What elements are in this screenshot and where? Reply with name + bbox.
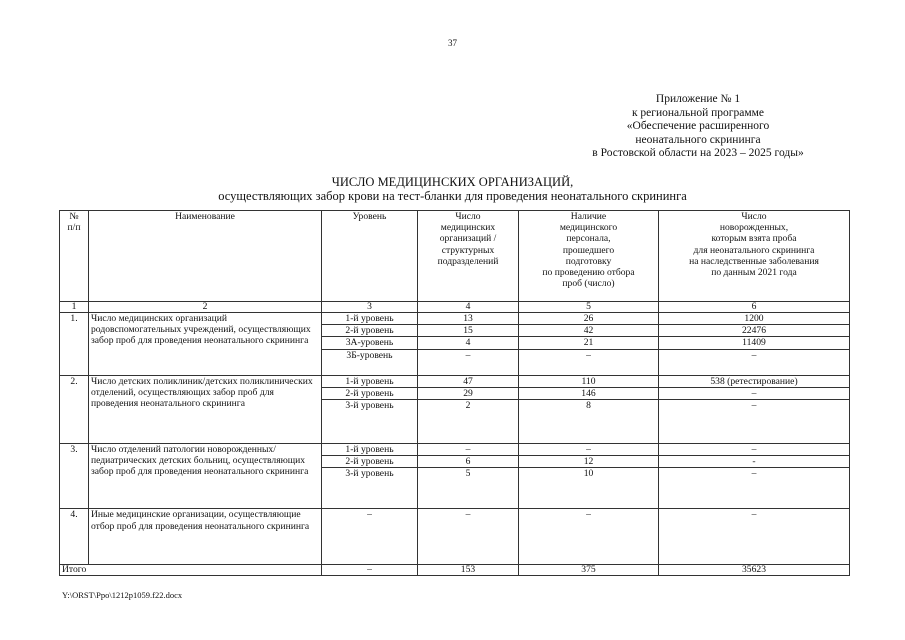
row-orgs: – — [418, 509, 519, 565]
row-number: 3. — [60, 444, 89, 509]
row-newborns: – — [659, 400, 850, 444]
row-level: 1-й уровень — [322, 375, 418, 387]
header-row — [60, 211, 850, 302]
row-staff: – — [519, 349, 659, 375]
header-staff: Наличие медицинского персонала, прошедшего подготовку по проведению отбора проб (число) — [519, 211, 659, 302]
total-label: Итого — [60, 565, 322, 576]
row-level: 2-й уровень — [322, 325, 418, 337]
row-orgs: 2 — [418, 400, 519, 444]
row-orgs: 47 — [418, 375, 519, 387]
appendix-line: к региональной программе — [631, 106, 765, 119]
appendix-line: «Обеспечение расширенного — [626, 120, 770, 132]
row-staff: – — [519, 444, 659, 456]
row-number: 1. — [60, 313, 89, 376]
total-staff: 375 — [519, 565, 659, 576]
table-row — [60, 444, 850, 456]
row-newborns: – — [659, 468, 850, 509]
row-newborns: 11409 — [659, 337, 850, 349]
header-name: Наименование — [89, 211, 322, 302]
row-level: 1-й уровень — [322, 313, 418, 325]
row-orgs: 13 — [418, 313, 519, 325]
organizations-table — [59, 210, 850, 576]
header-num: № п/п — [60, 211, 89, 302]
title-line-1: ЧИСЛО МЕДИЦИНСКИХ ОРГАНИЗАЦИЙ, — [331, 175, 574, 189]
row-level: 3-й уровень — [322, 400, 418, 444]
total-orgs: 153 — [418, 565, 519, 576]
row-orgs: – — [418, 444, 519, 456]
total-row — [60, 565, 850, 576]
row-newborns: – — [659, 509, 850, 565]
row-number: 2. — [60, 375, 89, 443]
row-staff: 110 — [519, 375, 659, 387]
row-newborns: – — [659, 349, 850, 375]
title-line-2: осуществляющих забор крови на тест-бланки для проведения неонатального скрининга — [218, 189, 687, 203]
document-title — [0, 175, 905, 203]
column-number: 6 — [659, 302, 850, 313]
row-staff: 21 — [519, 337, 659, 349]
header-orgs: Число медицинских организаций / структурных подразделений — [418, 211, 519, 302]
row-staff: 12 — [519, 456, 659, 468]
row-name: Число отделений патологии новорожденных/педиатрических детских больниц, осуществляющих забор проб для проведения неонатального скрининга — [89, 444, 322, 509]
row-level: 3Б-уровень — [322, 349, 418, 375]
row-orgs: 4 — [418, 337, 519, 349]
column-number-row — [60, 302, 850, 313]
row-newborns: 1200 — [659, 313, 850, 325]
table-row — [60, 313, 850, 325]
row-staff: 146 — [519, 387, 659, 399]
page-number: 37 — [448, 38, 457, 48]
row-orgs: 15 — [418, 325, 519, 337]
row-name: Иные медицинские организации, осуществляющие отбор проб для проведения неонатального скрининга — [89, 509, 322, 565]
row-newborns: – — [659, 444, 850, 456]
row-level: 3А-уровень — [322, 337, 418, 349]
row-newborns: – — [659, 387, 850, 399]
row-newborns: 22476 — [659, 325, 850, 337]
row-level: 3-й уровень — [322, 468, 418, 509]
row-orgs: 6 — [418, 456, 519, 468]
row-orgs: 5 — [418, 468, 519, 509]
row-name: Число детских поликлиник/детских поликлинических отделений, осуществляющих забор проб для проведения неонатального скрининга — [89, 375, 322, 443]
row-staff: 26 — [519, 313, 659, 325]
column-number: 1 — [60, 302, 89, 313]
row-level: 1-й уровень — [322, 444, 418, 456]
row-number: 4. — [60, 509, 89, 565]
appendix-line: Приложение № 1 — [655, 93, 741, 105]
total-newborns: 35623 — [659, 565, 850, 576]
row-name: Число медицинских организаций родовспомогательных учреждений, осуществляющих забор проб для проведения неонатального скрининга — [89, 313, 322, 376]
table-row — [60, 375, 850, 387]
row-orgs: – — [418, 349, 519, 375]
file-path-footer: Y:\ORST\Ppo\1212p1059.f22.docx — [62, 590, 183, 600]
row-newborns: - — [659, 456, 850, 468]
row-staff: – — [519, 509, 659, 565]
row-staff: 10 — [519, 468, 659, 509]
row-level: 2-й уровень — [322, 387, 418, 399]
row-level: 2-й уровень — [322, 456, 418, 468]
row-newborns: 538 (ретестирование) — [659, 375, 850, 387]
appendix-line: в Ростовской области на 2023 – 2025 годы» — [592, 147, 804, 159]
column-number: 2 — [89, 302, 322, 313]
table-row — [60, 509, 850, 565]
total-level: – — [322, 565, 418, 576]
appendix-heading — [548, 93, 848, 161]
column-number: 5 — [519, 302, 659, 313]
column-number: 4 — [418, 302, 519, 313]
row-staff: 42 — [519, 325, 659, 337]
row-level: – — [322, 509, 418, 565]
header-newborns: Число новорожденных, которым взята проба для неонатального скрининга на наследственные заболевания по данным 2021 года — [659, 211, 850, 302]
header-level: Уровень — [322, 211, 418, 302]
row-staff: 8 — [519, 400, 659, 444]
column-number: 3 — [322, 302, 418, 313]
appendix-line: неонатального скрининга — [635, 133, 761, 146]
row-orgs: 29 — [418, 387, 519, 399]
